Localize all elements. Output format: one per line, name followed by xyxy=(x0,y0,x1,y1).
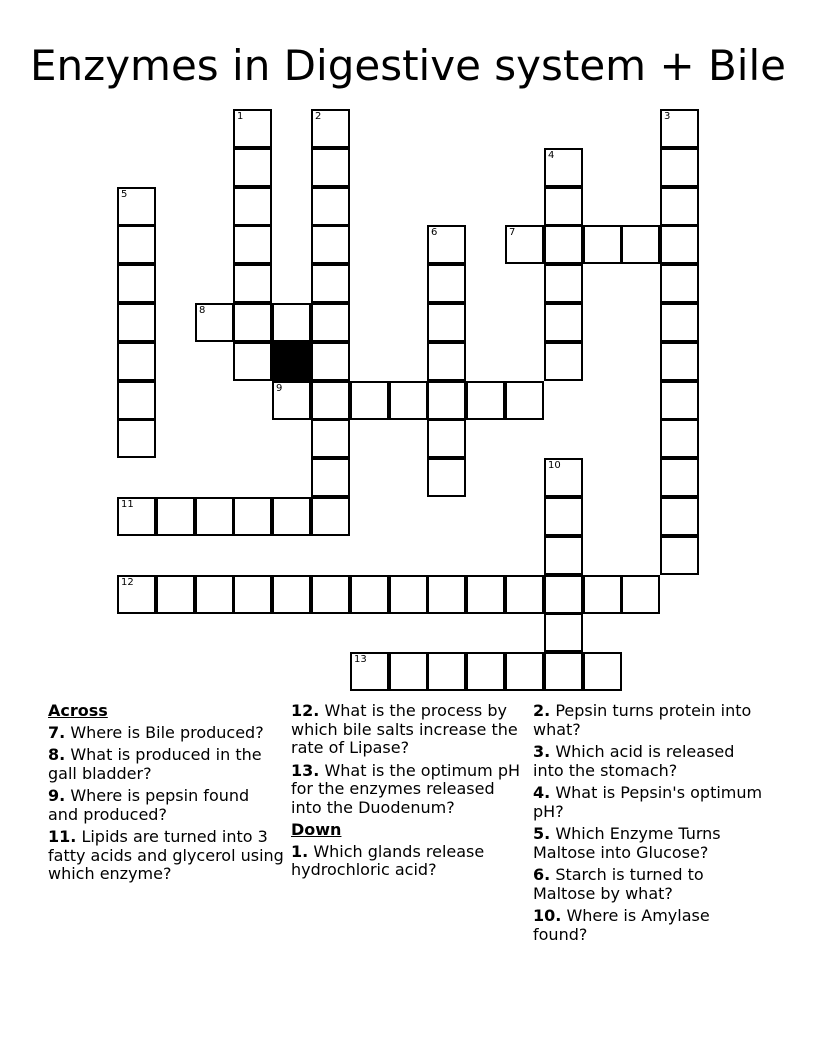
clue-column-1 xyxy=(48,702,284,888)
grid-cell[interactable] xyxy=(427,303,466,342)
grid-cell[interactable] xyxy=(311,109,350,148)
grid-cell[interactable] xyxy=(311,497,350,536)
clue-number: 8. xyxy=(48,745,66,764)
clue-number-label: 9 xyxy=(276,383,283,394)
grid-cell[interactable] xyxy=(117,264,156,303)
grid-cell[interactable] xyxy=(544,536,583,575)
clue-number: 13. xyxy=(291,760,320,780)
grid-cell[interactable] xyxy=(272,575,311,614)
grid-cell[interactable] xyxy=(311,264,350,303)
grid-cell[interactable] xyxy=(505,575,544,614)
grid-cell[interactable] xyxy=(466,575,505,614)
clue-across-12[interactable] xyxy=(291,702,527,758)
grid-cell[interactable] xyxy=(350,381,389,420)
clue-text: What is produced in the gall bladder? xyxy=(48,745,262,783)
grid-cell[interactable] xyxy=(544,342,583,381)
grid-cell[interactable] xyxy=(233,148,272,187)
clue-down-4[interactable] xyxy=(533,784,769,821)
grid-cell[interactable] xyxy=(621,225,660,264)
grid-cell[interactable] xyxy=(466,381,505,420)
grid-cell[interactable] xyxy=(233,264,272,303)
clue-number: 12. xyxy=(291,701,320,720)
grid-cell[interactable] xyxy=(544,225,583,264)
grid-cell[interactable] xyxy=(427,381,466,420)
clue-number: 2. xyxy=(533,701,551,720)
grid-cell[interactable] xyxy=(156,575,195,614)
grid-cell[interactable] xyxy=(660,225,699,264)
grid-cell[interactable] xyxy=(505,225,544,264)
grid-cell[interactable] xyxy=(544,613,583,652)
grid-cell[interactable] xyxy=(660,419,699,458)
clue-number: 10. xyxy=(533,906,562,925)
grid-cell[interactable] xyxy=(117,381,156,420)
clue-text: Where is Bile produced? xyxy=(70,722,264,742)
clue-number-label: 3 xyxy=(664,111,671,122)
grid-cell[interactable] xyxy=(583,225,622,264)
grid-cell[interactable] xyxy=(311,575,350,614)
clue-text: Pepsin turns protein into what? xyxy=(533,701,752,739)
grid-cell[interactable] xyxy=(427,652,466,691)
clue-number: 5. xyxy=(533,824,551,843)
clue-number-label: 13 xyxy=(354,654,367,665)
grid-cell[interactable] xyxy=(311,148,350,187)
down-heading: Down xyxy=(291,820,342,839)
grid-cell[interactable] xyxy=(544,575,583,614)
clue-text: Where is Amylase found? xyxy=(533,906,710,944)
grid-cell[interactable] xyxy=(195,303,234,342)
clue-number-label: 1 xyxy=(237,111,244,122)
grid-cell[interactable] xyxy=(544,458,583,497)
grid-cell[interactable] xyxy=(233,575,272,614)
grid-cell[interactable] xyxy=(660,187,699,226)
grid-cell[interactable] xyxy=(350,652,389,691)
grid-cell[interactable] xyxy=(233,342,272,381)
grid-cell[interactable] xyxy=(272,303,311,342)
clue-down-3[interactable] xyxy=(533,743,769,780)
clue-column-3 xyxy=(533,702,769,948)
grid-cell[interactable] xyxy=(233,187,272,226)
clue-down-6[interactable] xyxy=(533,866,769,903)
clue-number: 1. xyxy=(291,841,309,861)
grid-cell[interactable] xyxy=(195,575,234,614)
grid-cell[interactable] xyxy=(544,187,583,226)
grid-cell[interactable] xyxy=(311,458,350,497)
clue-text: What is Pepsin's optimum pH? xyxy=(533,783,763,821)
grid-cell[interactable] xyxy=(427,342,466,381)
grid-cell[interactable] xyxy=(272,381,311,420)
clue-number: 6. xyxy=(533,865,551,884)
clue-number: 7. xyxy=(48,722,66,742)
grid-cell[interactable] xyxy=(583,652,622,691)
clue-text: Where is pepsin found and produced? xyxy=(48,786,250,824)
across-heading: Across xyxy=(48,701,108,720)
grid-cell[interactable] xyxy=(621,575,660,614)
grid-cell[interactable] xyxy=(660,264,699,303)
clue-across-8[interactable] xyxy=(48,746,284,783)
grid-cell[interactable] xyxy=(544,497,583,536)
grid-cell[interactable] xyxy=(311,419,350,458)
clue-number: 9. xyxy=(48,786,66,805)
clue-number: 4. xyxy=(533,783,551,802)
grid-cell[interactable] xyxy=(544,303,583,342)
grid-cell[interactable] xyxy=(117,225,156,264)
grid-cell[interactable] xyxy=(311,342,350,381)
clue-text: Starch is turned to Maltose by what? xyxy=(533,865,704,903)
puzzle-title: Enzymes in Digestive system + Bile xyxy=(30,41,786,90)
clue-column-2 xyxy=(291,702,527,884)
clue-down-2[interactable] xyxy=(533,702,769,739)
grid-cell[interactable] xyxy=(311,187,350,226)
clue-number-label: 5 xyxy=(121,189,128,200)
grid-cell[interactable] xyxy=(233,225,272,264)
grid-cell[interactable] xyxy=(544,148,583,187)
clue-number-label: 8 xyxy=(199,305,206,316)
clue-number: 11. xyxy=(48,827,77,846)
grid-cell[interactable] xyxy=(427,264,466,303)
grid-cell[interactable] xyxy=(505,381,544,420)
clue-number-label: 10 xyxy=(548,460,561,471)
clue-number-label: 7 xyxy=(509,227,516,238)
clue-text: Lipids are turned into 3 fatty acids and glycerol using which enzyme? xyxy=(48,827,284,883)
clue-text: Which Enzyme Turns Maltose into Glucose? xyxy=(533,824,721,862)
grid-cell[interactable] xyxy=(311,303,350,342)
grid-cell[interactable] xyxy=(660,303,699,342)
grid-cell[interactable] xyxy=(117,575,156,614)
grid-cell[interactable] xyxy=(117,342,156,381)
grid-cell[interactable] xyxy=(660,536,699,575)
grid-cell[interactable] xyxy=(117,419,156,458)
grid-cell[interactable] xyxy=(544,652,583,691)
grid-cell[interactable] xyxy=(466,652,505,691)
clue-across-7[interactable] xyxy=(48,724,284,743)
clue-number: 3. xyxy=(533,742,551,761)
grid-cell[interactable] xyxy=(350,575,389,614)
grid-cell[interactable] xyxy=(389,652,428,691)
blocked-cell xyxy=(272,342,311,381)
clue-text: What is the optimum pH for the enzymes released into the Duodenum? xyxy=(291,760,521,817)
grid-cell[interactable] xyxy=(660,497,699,536)
grid-cell[interactable] xyxy=(272,497,311,536)
clue-text: What is the process by which bile salts increase the rate of Lipase? xyxy=(291,701,518,757)
grid-cell[interactable] xyxy=(233,109,272,148)
clue-across-9[interactable] xyxy=(48,787,284,824)
grid-cell[interactable] xyxy=(427,458,466,497)
clue-text: Which glands release hydrochloric acid? xyxy=(291,841,485,879)
grid-cell[interactable] xyxy=(389,575,428,614)
clue-number-label: 11 xyxy=(121,499,134,510)
grid-cell[interactable] xyxy=(311,225,350,264)
clue-down-5[interactable] xyxy=(533,825,769,862)
grid-cell[interactable] xyxy=(389,381,428,420)
grid-cell[interactable] xyxy=(660,458,699,497)
grid-cell[interactable] xyxy=(660,148,699,187)
grid-cell[interactable] xyxy=(311,381,350,420)
grid-cell[interactable] xyxy=(544,264,583,303)
clue-number-label: 4 xyxy=(548,150,555,161)
clue-number-label: 6 xyxy=(431,227,438,238)
clue-number-label: 2 xyxy=(315,111,322,122)
grid-cell[interactable] xyxy=(156,497,195,536)
clue-number-label: 12 xyxy=(121,577,134,588)
clue-text: Which acid is released into the stomach? xyxy=(533,742,735,780)
grid-cell[interactable] xyxy=(233,497,272,536)
grid-cell[interactable] xyxy=(505,652,544,691)
clue-across-11[interactable] xyxy=(48,828,284,884)
grid-cell[interactable] xyxy=(117,303,156,342)
grid-cell[interactable] xyxy=(583,575,622,614)
grid-cell[interactable] xyxy=(117,187,156,226)
grid-cell[interactable] xyxy=(427,419,466,458)
grid-cell[interactable] xyxy=(660,109,699,148)
grid-cell[interactable] xyxy=(660,381,699,420)
clue-across-13[interactable] xyxy=(291,762,527,818)
grid-cell[interactable] xyxy=(233,303,272,342)
grid-cell[interactable] xyxy=(195,497,234,536)
clue-down-1[interactable] xyxy=(291,843,527,880)
grid-cell[interactable] xyxy=(427,225,466,264)
grid-cell[interactable] xyxy=(427,575,466,614)
grid-cell[interactable] xyxy=(117,497,156,536)
clue-down-10[interactable] xyxy=(533,907,769,944)
grid-cell[interactable] xyxy=(660,342,699,381)
